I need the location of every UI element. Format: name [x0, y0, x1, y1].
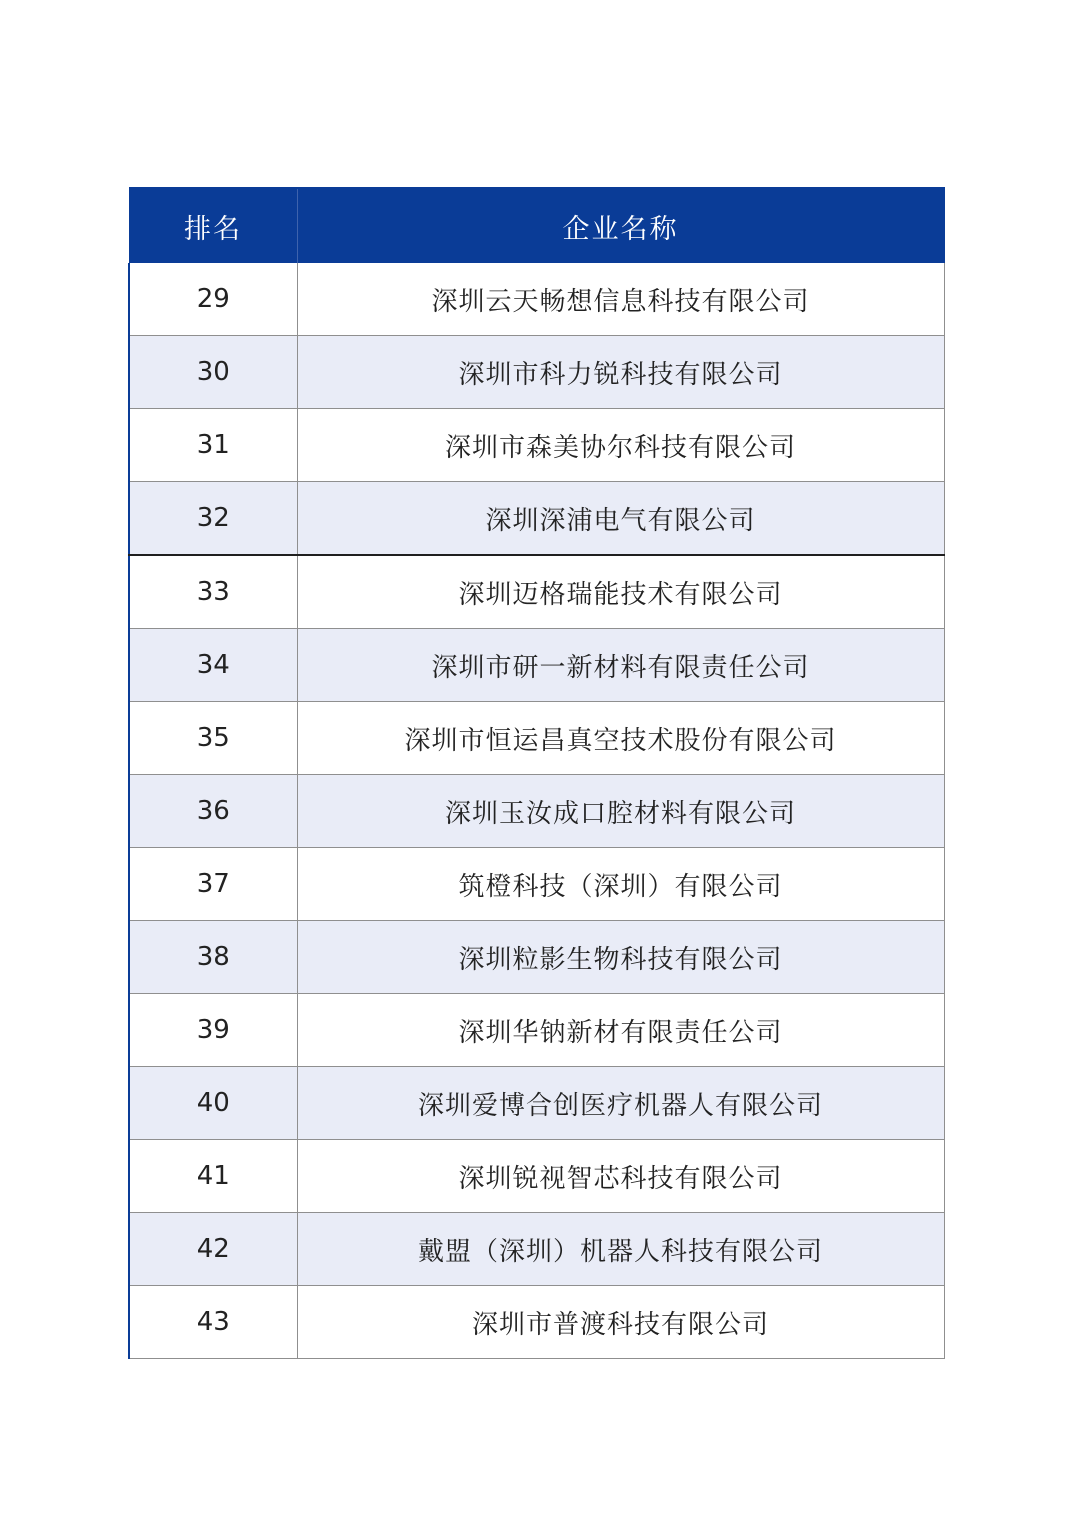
company-name-cell: 筑橙科技（深圳）有限公司 — [297, 848, 944, 921]
table-row — [129, 1286, 944, 1359]
table-row — [129, 1067, 944, 1140]
company-name-cell: 深圳华钠新材有限责任公司 — [297, 994, 944, 1067]
rank-cell: 38 — [129, 921, 297, 994]
table-row — [129, 555, 944, 629]
table-row — [129, 482, 944, 556]
rank-cell: 34 — [129, 629, 297, 702]
table-row — [129, 1140, 944, 1213]
company-name-cell: 戴盟（深圳）机器人科技有限公司 — [297, 1213, 944, 1286]
table-row — [129, 263, 944, 336]
company-name-cell: 深圳市普渡科技有限公司 — [297, 1286, 944, 1359]
company-name-cell: 深圳市森美协尔科技有限公司 — [297, 409, 944, 482]
company-name-cell: 深圳市恒运昌真空技术股份有限公司 — [297, 702, 944, 775]
rank-cell: 43 — [129, 1286, 297, 1359]
company-name-cell: 深圳锐视智芯科技有限公司 — [297, 1140, 944, 1213]
rank-cell: 39 — [129, 994, 297, 1067]
rank-cell: 37 — [129, 848, 297, 921]
table-row — [129, 336, 944, 409]
company-name-cell: 深圳云天畅想信息科技有限公司 — [297, 263, 944, 336]
company-name-cell: 深圳爱博合创医疗机器人有限公司 — [297, 1067, 944, 1140]
table-row — [129, 409, 944, 482]
table-row — [129, 702, 944, 775]
table-row — [129, 629, 944, 702]
company-name-cell: 深圳粒影生物科技有限公司 — [297, 921, 944, 994]
table-header-row — [129, 188, 944, 263]
ranking-table — [128, 187, 945, 1359]
table-row — [129, 848, 944, 921]
rank-cell: 40 — [129, 1067, 297, 1140]
rank-cell: 32 — [129, 482, 297, 556]
rank-cell: 29 — [129, 263, 297, 336]
table-row — [129, 775, 944, 848]
rank-column-header: 排名 — [129, 188, 297, 263]
rank-cell: 33 — [129, 555, 297, 629]
rank-cell: 41 — [129, 1140, 297, 1213]
company-name-cell: 深圳玉汝成口腔材料有限公司 — [297, 775, 944, 848]
company-name-column-header: 企业名称 — [297, 188, 944, 263]
rank-cell: 35 — [129, 702, 297, 775]
table-row — [129, 921, 944, 994]
company-name-cell: 深圳市研一新材料有限责任公司 — [297, 629, 944, 702]
table-row — [129, 994, 944, 1067]
rank-cell: 42 — [129, 1213, 297, 1286]
rank-cell: 30 — [129, 336, 297, 409]
company-name-cell: 深圳市科力锐科技有限公司 — [297, 336, 944, 409]
company-name-cell: 深圳迈格瑞能技术有限公司 — [297, 555, 944, 629]
rank-cell: 36 — [129, 775, 297, 848]
table-row — [129, 1213, 944, 1286]
rank-cell: 31 — [129, 409, 297, 482]
company-name-cell: 深圳深浦电气有限公司 — [297, 482, 944, 556]
